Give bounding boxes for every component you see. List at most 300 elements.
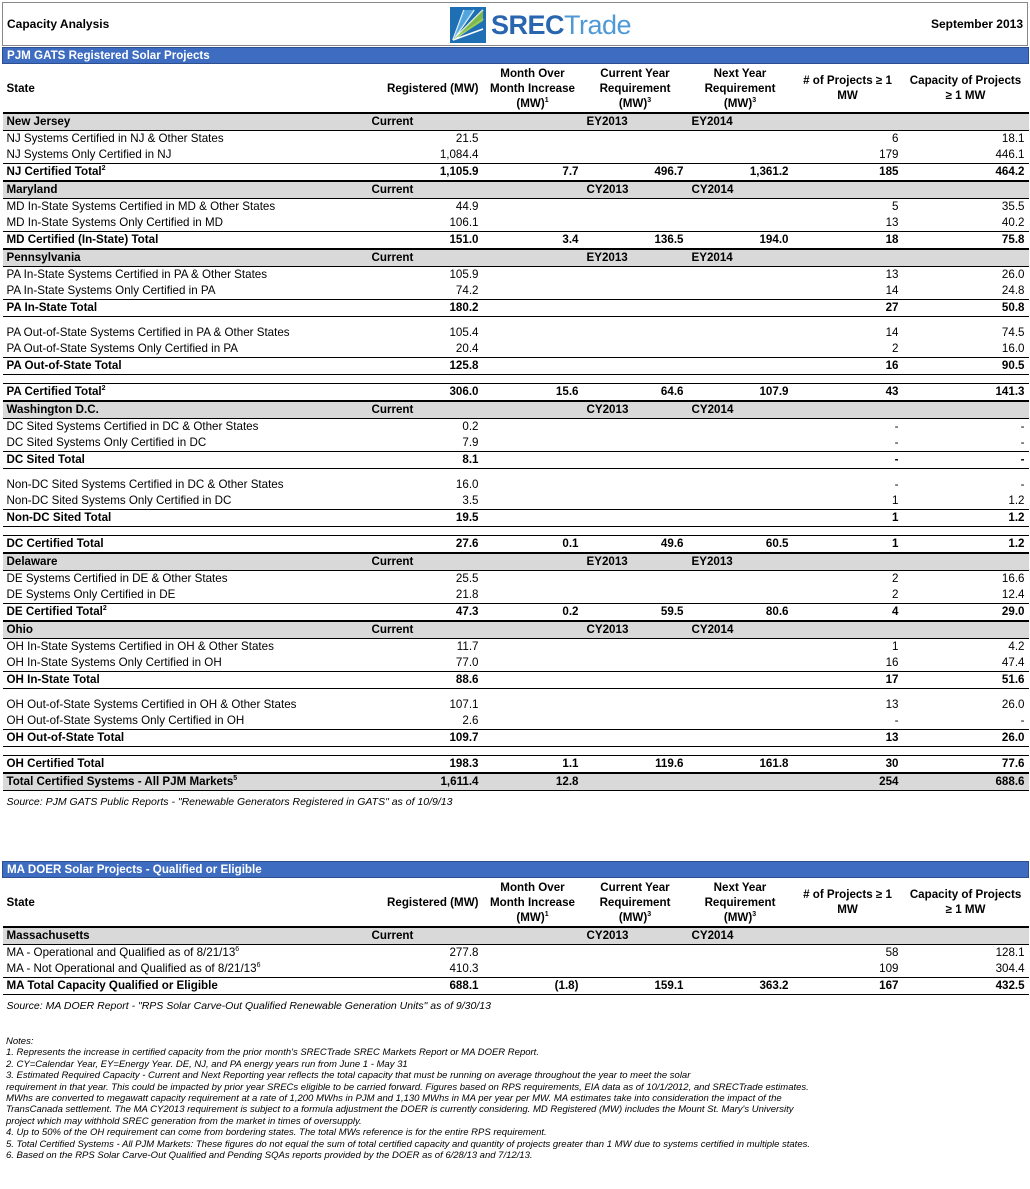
table-cell	[903, 927, 1029, 945]
current-req	[583, 713, 688, 730]
row-label: OH In-State Systems Certified in OH & Other States	[6, 640, 274, 653]
project-capacity: 4.2	[1008, 640, 1025, 653]
next-req	[688, 341, 793, 358]
project-capacity: 47.4	[1001, 656, 1025, 669]
next-year-label: CY2014	[688, 927, 793, 945]
project-capacity: 40.2	[1001, 216, 1025, 229]
next-req	[688, 587, 793, 604]
data-row	[3, 655, 1029, 672]
total-row	[3, 358, 1029, 375]
month-increase	[483, 945, 583, 962]
row-label: MD Certified (In-State) Total	[3, 232, 368, 250]
month-increase	[483, 477, 583, 493]
project-count: 1	[892, 640, 899, 653]
total-row	[3, 300, 1029, 317]
column-header: Current Year Requirement (MW)$^3$	[599, 880, 671, 924]
next-req	[688, 131, 793, 148]
next-req	[688, 773, 793, 791]
table-cell	[483, 401, 583, 419]
next-req	[688, 199, 793, 216]
spacer-row	[3, 689, 1029, 698]
month-increase	[483, 215, 583, 232]
current-req	[583, 587, 688, 604]
note-line: 5. Total Certified Systems - All PJM Markets: These figures do not equal the sum of total certified capacity and quantity of projects greater than 1 MW due to systems certified in multiple states.	[6, 1138, 810, 1150]
row-label: Non-DC Sited Systems Certified in DC & Other States	[6, 478, 284, 491]
current-req	[583, 730, 688, 747]
srectrade-logo	[450, 7, 631, 43]
current-req	[583, 325, 688, 341]
registered-mw: 306.0	[368, 384, 483, 402]
project-count: 6	[892, 132, 899, 145]
project-count: 13	[793, 730, 903, 747]
registered-mw: 106.1	[449, 216, 479, 229]
registered-mw: 21.8	[455, 588, 479, 601]
source-row	[3, 791, 1029, 814]
logo-wordmark: SRECTrade	[491, 9, 632, 40]
registered-mw: 107.1	[449, 698, 479, 711]
current-req	[583, 773, 688, 791]
data-row	[3, 283, 1029, 300]
month-increase	[483, 571, 583, 588]
current-req: 119.6	[583, 756, 688, 774]
row-label: Non-DC Sited Systems Only Certified in DC	[6, 494, 232, 507]
next-req	[688, 493, 793, 510]
project-capacity: 74.5	[1001, 326, 1025, 339]
project-capacity: 29.0	[903, 604, 1029, 622]
state-name: Massachusetts	[3, 927, 368, 945]
current-req	[583, 147, 688, 164]
next-year-label: CY2014	[688, 621, 793, 639]
current-year-label: CY2013	[583, 401, 688, 419]
row-label: MD In-State Systems Certified in MD & Other States	[6, 200, 276, 213]
note-line: 3. Estimated Required Capacity - Current and Next Reporting year reflects the total capacity that must be running on average throughout the year to meet the solar	[6, 1070, 691, 1082]
next-req	[688, 730, 793, 747]
project-count: 179	[879, 148, 899, 161]
row-label: OH Out-of-State Systems Certified in OH & Other States	[6, 698, 297, 711]
state-name: Maryland	[3, 181, 368, 199]
state-name: Washington D.C.	[3, 401, 368, 419]
current-req: 59.5	[583, 604, 688, 622]
registered-mw: 1,084.4	[439, 148, 479, 161]
data-row	[3, 131, 1029, 148]
project-count: 185	[793, 164, 903, 182]
section-title-bar	[3, 48, 1029, 64]
current-req: 64.6	[583, 384, 688, 402]
month-increase	[483, 493, 583, 510]
current-year-label: EY2013	[583, 249, 688, 267]
table-cell	[903, 401, 1029, 419]
current-req	[583, 477, 688, 493]
project-capacity: 50.8	[903, 300, 1029, 317]
current-label: Current	[368, 401, 483, 419]
state-name: Pennsylvania	[3, 249, 368, 267]
current-req: 136.5	[583, 232, 688, 250]
data-row	[3, 697, 1029, 713]
spacer-row	[3, 469, 1029, 478]
report-date: September 2013	[930, 17, 1023, 31]
next-req	[688, 639, 793, 656]
next-req	[688, 961, 793, 978]
row-label: MD In-State Systems Only Certified in MD	[6, 216, 223, 229]
project-capacity: 1.2	[1008, 494, 1025, 507]
current-req: 496.7	[583, 164, 688, 182]
project-count: -	[894, 478, 899, 491]
registered-mw: 74.2	[455, 284, 479, 297]
current-req	[583, 283, 688, 300]
section-title: MA DOER Solar Projects - Qualified or Eligible	[3, 862, 1029, 878]
month-increase: 7.7	[483, 164, 583, 182]
project-capacity: 24.8	[1001, 284, 1025, 297]
column-header: Month Over Month Increase (MW)$^1$	[489, 66, 576, 110]
note-line: 4. Up to 50% of the OH requirement can come from bordering states. The total MWs reference is for the entire RPS requirement.	[6, 1127, 547, 1139]
table-cell	[793, 553, 903, 571]
current-req	[583, 341, 688, 358]
row-label: PA Out-of-State Systems Only Certified in PA	[6, 342, 239, 355]
project-count: 16	[793, 358, 903, 375]
table-cell	[793, 621, 903, 639]
project-capacity: 128.1	[995, 946, 1025, 959]
report-header	[2, 2, 1028, 46]
data-row	[3, 435, 1029, 452]
spacer-row	[3, 375, 1029, 384]
project-capacity: -	[1020, 478, 1025, 491]
source-note: Source: MA DOER Report - "RPS Solar Carve-Out Qualified Renewable Generation Units" as of 9/30/13	[6, 1000, 491, 1012]
next-year-label: EY2013	[688, 553, 793, 571]
source-row	[3, 995, 1029, 1018]
month-increase	[483, 435, 583, 452]
next-req	[688, 945, 793, 962]
registered-mw: 180.2	[368, 300, 483, 317]
table-cell	[793, 249, 903, 267]
next-req	[688, 325, 793, 341]
project-capacity: 75.8	[903, 232, 1029, 250]
month-increase: 12.8	[483, 773, 583, 791]
month-increase: 0.1	[483, 536, 583, 554]
column-header: # of Projects ≥ 1 MW	[803, 74, 892, 102]
row-label: NJ Systems Certified in NJ & Other States	[6, 132, 224, 145]
column-header: State	[6, 895, 35, 909]
next-req	[688, 571, 793, 588]
project-capacity: 1.2	[903, 536, 1029, 554]
current-req	[583, 435, 688, 452]
month-increase	[483, 961, 583, 978]
project-count: 4	[793, 604, 903, 622]
current-req	[583, 215, 688, 232]
next-req	[688, 452, 793, 469]
total-row	[3, 384, 1029, 402]
total-row	[3, 604, 1029, 622]
row-label: OH In-State Total	[3, 672, 368, 689]
month-increase: (1.8)	[483, 978, 583, 995]
next-year-label: EY2014	[688, 249, 793, 267]
row-label: DC Sited Systems Certified in DC & Other States	[6, 420, 259, 433]
row-label: PA Out-of-State Systems Certified in PA & Other States	[6, 326, 290, 339]
table-cell	[483, 927, 583, 945]
state-name: New Jersey	[3, 113, 368, 131]
table-cell	[903, 249, 1029, 267]
data-row	[3, 267, 1029, 284]
note-line: MWhs are converted to megawatt capacity requirement at a rate of 1,200 MWhs in PJM and 1,130 MWhs in MA per year per MW. MA estimates take into consideration the impact of the	[6, 1093, 782, 1105]
registered-mw: 88.6	[368, 672, 483, 689]
registered-mw: 105.4	[449, 326, 479, 339]
current-req: 159.1	[583, 978, 688, 995]
state-name: Ohio	[3, 621, 368, 639]
next-req	[688, 435, 793, 452]
row-label: PA In-State Total	[3, 300, 368, 317]
row-label: DE Systems Certified in DE & Other States	[6, 572, 228, 585]
table-cell	[793, 181, 903, 199]
next-req: 107.9	[688, 384, 793, 402]
data-row	[3, 493, 1029, 510]
month-increase	[483, 283, 583, 300]
registered-mw: 19.5	[368, 510, 483, 527]
next-year-label: EY2014	[688, 113, 793, 131]
next-req	[688, 419, 793, 436]
project-count: -	[793, 452, 903, 469]
registered-mw: 1,105.9	[368, 164, 483, 182]
current-req	[583, 358, 688, 375]
note-line: 2. CY=Calendar Year, EY=Energy Year. DE, NJ, and PA energy years run from June 1 - May 31	[6, 1058, 408, 1070]
column-header: Next Year Requirement (MW)$^3$	[704, 66, 776, 110]
row-label: MA - Not Operational and Qualified as of $8/21/13^6$	[6, 962, 261, 975]
column-header-row	[3, 64, 1029, 114]
state-group-header	[3, 621, 1029, 639]
project-count: 14	[885, 284, 899, 297]
row-label: OH In-State Systems Only Certified in OH	[6, 656, 222, 669]
project-count: -	[894, 436, 899, 449]
registered-mw: 105.9	[449, 268, 479, 281]
column-header-row	[3, 878, 1029, 928]
note-line: Notes:	[6, 1036, 34, 1047]
total-row	[3, 672, 1029, 689]
project-count: 18	[793, 232, 903, 250]
table-cell	[793, 113, 903, 131]
row-label: OH Out-of-State Systems Only Certified in OH	[6, 714, 245, 727]
total-row	[3, 510, 1029, 527]
row-label: PA Certified Total$^2$	[3, 384, 368, 402]
month-increase	[483, 452, 583, 469]
row-label: DE Systems Only Certified in DE	[6, 588, 176, 601]
next-year-label: CY2014	[688, 401, 793, 419]
registered-mw: 0.2	[462, 420, 479, 433]
registered-mw: 7.9	[462, 436, 479, 449]
next-req	[688, 358, 793, 375]
project-capacity: 16.0	[1001, 342, 1025, 355]
project-capacity: 446.1	[995, 148, 1025, 161]
column-header: Current Year Requirement (MW)$^3$	[599, 66, 671, 110]
table-cell	[903, 113, 1029, 131]
spacer	[3, 375, 1029, 384]
state-name: Delaware	[3, 553, 368, 571]
project-count: 167	[793, 978, 903, 995]
current-label: Current	[368, 553, 483, 571]
current-year-label: EY2013	[583, 113, 688, 131]
spacer	[3, 689, 1029, 698]
registered-mw: 25.5	[455, 572, 479, 585]
project-count: 14	[885, 326, 899, 339]
month-increase	[483, 199, 583, 216]
current-label: Current	[368, 621, 483, 639]
current-label: Current	[368, 927, 483, 945]
month-increase	[483, 131, 583, 148]
month-increase	[483, 147, 583, 164]
section-title: PJM GATS Registered Solar Projects	[3, 48, 1029, 64]
project-capacity: 464.2	[903, 164, 1029, 182]
pjm-table	[2, 47, 1029, 813]
project-count: 17	[793, 672, 903, 689]
current-req	[583, 510, 688, 527]
current-year-label: CY2013	[583, 181, 688, 199]
row-label: OH Certified Total	[3, 756, 368, 774]
project-capacity: -	[1020, 436, 1025, 449]
current-req	[583, 493, 688, 510]
data-row	[3, 419, 1029, 436]
month-increase: 15.6	[483, 384, 583, 402]
column-header: Capacity of Projects ≥ 1 MW	[909, 74, 1022, 102]
current-year-label: CY2013	[583, 927, 688, 945]
project-capacity: 12.4	[1001, 588, 1025, 601]
state-group-header	[3, 249, 1029, 267]
project-count: 5	[892, 200, 899, 213]
data-row	[3, 587, 1029, 604]
data-row	[3, 945, 1029, 962]
column-header: Next Year Requirement (MW)$^3$	[704, 880, 776, 924]
row-label: NJ Systems Only Certified in NJ	[6, 148, 172, 161]
month-increase	[483, 419, 583, 436]
project-capacity: 688.6	[903, 773, 1029, 791]
month-increase	[483, 510, 583, 527]
row-label: Total Certified Systems - All PJM Markets$^5$	[3, 773, 368, 791]
total-row	[3, 978, 1029, 995]
report-title: Capacity Analysis	[7, 17, 110, 31]
current-label: Current	[368, 113, 483, 131]
data-row	[3, 571, 1029, 588]
project-count: 2	[892, 342, 899, 355]
registered-mw: 16.0	[455, 478, 479, 491]
state-group-header	[3, 113, 1029, 131]
note-line: requirement in that year. This could be impacted by prior year SRECs eligible to be carried forward. Figures based on RPS requirements, EIA data as of 10/1/2012, and SRECTrade estimates.	[6, 1081, 809, 1093]
registered-mw: 198.3	[368, 756, 483, 774]
data-row	[3, 147, 1029, 164]
notes-section	[6, 1036, 1024, 1161]
project-capacity: 432.5	[903, 978, 1029, 995]
column-header: # of Projects ≥ 1 MW	[803, 888, 892, 916]
next-req: 363.2	[688, 978, 793, 995]
project-capacity: 51.6	[903, 672, 1029, 689]
next-req	[688, 655, 793, 672]
current-req	[583, 131, 688, 148]
registered-mw: 109.7	[368, 730, 483, 747]
next-req	[688, 267, 793, 284]
total-row	[3, 164, 1029, 182]
column-header: State	[6, 81, 35, 95]
row-label: PA In-State Systems Certified in PA & Other States	[6, 268, 268, 281]
project-count: 254	[793, 773, 903, 791]
month-increase: 3.4	[483, 232, 583, 250]
registered-mw: 77.0	[455, 656, 479, 669]
table-cell	[903, 181, 1029, 199]
sunburst-logo-icon	[450, 7, 486, 43]
project-count: 16	[885, 656, 899, 669]
project-count: -	[894, 420, 899, 433]
current-req: 49.6	[583, 536, 688, 554]
total-row	[3, 452, 1029, 469]
table-cell	[483, 249, 583, 267]
current-req	[583, 452, 688, 469]
note-line: TransCanada settlement. The MA CY2013 requirement is subject to a formula adjustment the DOER is currently considering. MD Registered (MW) includes the Mount St. Mary's University	[6, 1104, 794, 1116]
next-req	[688, 672, 793, 689]
current-req	[583, 655, 688, 672]
state-group-header	[3, 927, 1029, 945]
next-req: 80.6	[688, 604, 793, 622]
row-label: DC Sited Systems Only Certified in DC	[6, 436, 207, 449]
project-capacity: 26.0	[903, 730, 1029, 747]
data-row	[3, 199, 1029, 216]
registered-mw: 21.5	[455, 132, 479, 145]
registered-mw: 277.8	[449, 946, 479, 959]
spacer-row	[3, 317, 1029, 326]
current-req	[583, 697, 688, 713]
project-capacity: 26.0	[1001, 698, 1025, 711]
column-header: Registered (MW)	[387, 81, 479, 95]
next-req: 60.5	[688, 536, 793, 554]
project-capacity: 90.5	[903, 358, 1029, 375]
project-count: -	[894, 714, 899, 727]
month-increase	[483, 300, 583, 317]
month-increase	[483, 713, 583, 730]
total-row	[3, 536, 1029, 554]
next-year-label: CY2014	[688, 181, 793, 199]
project-count: 109	[879, 962, 899, 975]
project-count: 43	[793, 384, 903, 402]
registered-mw: 27.6	[368, 536, 483, 554]
month-increase	[483, 655, 583, 672]
project-count: 27	[793, 300, 903, 317]
month-increase	[483, 267, 583, 284]
registered-mw: 1,611.4	[368, 773, 483, 791]
next-req	[688, 477, 793, 493]
month-increase	[483, 341, 583, 358]
registered-mw: 44.9	[455, 200, 479, 213]
data-row	[3, 341, 1029, 358]
row-label: OH Out-of-State Total	[3, 730, 368, 747]
registered-mw: 20.4	[455, 342, 479, 355]
source-note: Source: PJM GATS Public Reports - "Renewable Generators Registered in GATS" as of 10/9/13	[6, 796, 453, 808]
spacer	[3, 747, 1029, 756]
state-group-header	[3, 401, 1029, 419]
row-label: PA In-State Systems Only Certified in PA	[6, 284, 216, 297]
registered-mw: 11.7	[456, 640, 479, 653]
row-label: DE Certified Total$^2$	[3, 604, 368, 622]
next-req	[688, 697, 793, 713]
current-label: Current	[368, 249, 483, 267]
current-req	[583, 961, 688, 978]
current-req	[583, 945, 688, 962]
project-capacity: 16.6	[1001, 572, 1025, 585]
project-capacity: -	[903, 452, 1029, 469]
row-label: MA Total Capacity Qualified or Eligible	[3, 978, 368, 995]
spacer	[3, 527, 1029, 536]
project-capacity: 304.4	[995, 962, 1025, 975]
column-header: Registered (MW)	[387, 895, 479, 909]
registered-mw: 2.6	[462, 714, 479, 727]
month-increase: 1.1	[483, 756, 583, 774]
data-row	[3, 639, 1029, 656]
next-req: 161.8	[688, 756, 793, 774]
row-label: DC Sited Total	[3, 452, 368, 469]
current-req	[583, 267, 688, 284]
row-label: PA Out-of-State Total	[3, 358, 368, 375]
